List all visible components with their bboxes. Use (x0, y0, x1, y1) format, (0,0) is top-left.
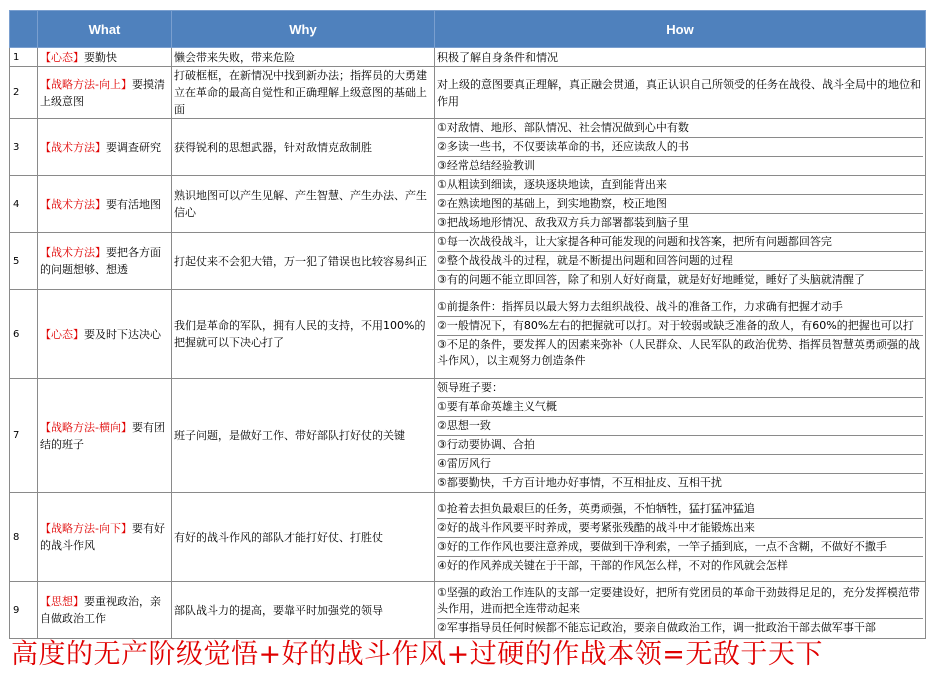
how-item: 领导班子要： (437, 379, 923, 398)
table-row (10, 290, 926, 379)
how-item: ②好的战斗作风要平时养成，要考紧张残酷的战斗中才能锻炼出来 (437, 519, 923, 538)
what-text: 要摸清上级意图 (40, 77, 165, 108)
how-item: ①要有革命英雄主义气概 (437, 398, 923, 417)
how-cell (435, 67, 926, 119)
why-cell: 有好的战斗作风的部队才能打好仗、打胜仗 (172, 493, 435, 582)
how-item: ③经常总结经验教训 (437, 159, 535, 172)
how-item: ③把战场地形情况、敌我双方兵力部署都装到脑子里 (437, 216, 689, 229)
how-item: ①对敌情、地形、部队情况、社会情况做到心中有数 (437, 119, 923, 138)
what-cell (38, 176, 172, 233)
table-row (10, 233, 926, 290)
what-text: 要勤快 (84, 50, 117, 64)
how-item: ①坚强的政治工作连队的支部一定要建设好，把所有党团员的革命干劲鼓得足足的，充分发挥模范带头作用，进而把全连带动起来 (437, 584, 923, 619)
what-cell (38, 48, 172, 67)
summary-formula: 高度的无产阶级觉悟+好的战斗作风+过硬的作战本领=无敌于天下 (11, 639, 823, 670)
row-number: 1 (10, 48, 38, 67)
how-item: ①前提条件：指挥员以最大努力去组织战役、战斗的准备工作，力求确有把握才动手 (437, 298, 923, 317)
principles-table-wrapper (9, 10, 925, 639)
what-text: 要重视政治，亲自做政治工作 (40, 595, 161, 625)
why-cell: 打起仗来不会犯大错，万一犯了错误也比较容易纠正 (172, 233, 435, 290)
row-number: 5 (10, 233, 38, 290)
what-text: 要及时下达决心 (84, 327, 161, 341)
how-item: 对上级的意图要真正理解，真正融会贯通，真正认识自己所领受的任务在战役、战斗全局中的地位和作用 (437, 77, 921, 108)
why-cell: 懒会带来失败，带来危险 (172, 48, 435, 67)
how-item: ②整个战役战斗的过程，就是不断提出问题和回答问题的过程 (437, 252, 923, 271)
how-item: ③行动要协调、合拍 (437, 436, 923, 455)
row-number: 2 (10, 67, 38, 119)
category-tag: 【心态】 (40, 327, 84, 341)
row-number: 9 (10, 582, 38, 639)
table-row (10, 48, 926, 67)
category-tag: 【战略方法-向下】 (40, 522, 132, 535)
how-item: ②军事指导员任何时候都不能忘记政治，要亲自做政治工作，调一批政治干部去做军事干部 (437, 620, 876, 634)
how-item: ②在熟读地图的基础上，到实地勘察，校正地图 (437, 195, 923, 214)
how-cell (435, 290, 926, 379)
how-item: ④雷厉风行 (437, 455, 923, 474)
how-item: ②一般情况下，有80%左右的把握就可以打。对于较弱或缺乏准备的敌人，有60%的把握也可以打 (437, 317, 923, 336)
how-item: ①抢着去担负最艰巨的任务，英勇顽强，不怕牺牲，猛打猛冲猛追 (437, 500, 923, 519)
how-item: ③有的问题不能立即回答，除了和别人好好商量，就是好好地睡觉，睡好了头脑就清醒了 (437, 273, 865, 286)
what-cell (38, 233, 172, 290)
how-item: ③不足的条件，要发挥人的因素来弥补（人民群众、人民军队的政治优势、指挥员智慧英勇顽强的战斗作风），以主观努力创造条件 (437, 338, 920, 367)
what-text: 要调查研究 (106, 140, 161, 154)
row-number: 6 (10, 290, 38, 379)
how-item: ④好的作风养成关键在于干部，干部的作风怎么样，不对的作风就会怎样 (437, 558, 788, 572)
what-cell (38, 67, 172, 119)
header-how: How (435, 11, 926, 48)
category-tag: 【战术方法】 (40, 197, 106, 211)
what-text: 要把各方面的问题想够、想透 (40, 246, 161, 276)
table-row (10, 67, 926, 119)
table-header-row (10, 11, 926, 48)
category-tag: 【战略方法-横向】 (40, 420, 132, 434)
what-cell (38, 379, 172, 493)
how-cell (435, 176, 926, 233)
why-cell: 我们是革命的军队，拥有人民的支持，不用100%的把握就可以下决心打了 (172, 290, 435, 379)
row-number: 4 (10, 176, 38, 233)
principles-table (9, 10, 926, 639)
how-cell (435, 582, 926, 639)
how-item: ⑤都要勤快，千方百计地办好事情，不互相扯皮、互相干扰 (437, 476, 722, 489)
what-cell (38, 119, 172, 176)
how-item: ③好的工作作风也要注意养成，要做到干净利索，一竿子插到底，一点不含糊，不做好不撒手 (437, 538, 923, 557)
table-row (10, 379, 926, 493)
what-cell (38, 493, 172, 582)
what-text: 要有团结的班子 (40, 420, 165, 451)
what-text: 要有活地图 (106, 197, 161, 211)
header-num (10, 11, 38, 48)
table-row (10, 493, 926, 582)
how-item: ①每一次战役战斗，让大家提各种可能发现的问题和找答案，把所有问题都回答完 (437, 233, 923, 252)
how-cell (435, 493, 926, 582)
how-item: ②多读一些书，不仅要读革命的书，还应读敌人的书 (437, 138, 923, 157)
how-item: 积极了解自身条件和情况 (437, 50, 558, 64)
how-item: ①从粗读到细读，逐块逐块地读，直到能背出来 (437, 176, 923, 195)
header-why: Why (172, 11, 435, 48)
why-cell: 部队战斗力的提高，要靠平时加强党的领导 (172, 582, 435, 639)
how-cell (435, 119, 926, 176)
category-tag: 【思想】 (40, 595, 84, 608)
what-text: 要有好的战斗作风 (40, 522, 165, 552)
table-row (10, 582, 926, 639)
row-number: 3 (10, 119, 38, 176)
category-tag: 【心态】 (40, 50, 84, 64)
how-cell (435, 379, 926, 493)
what-cell (38, 582, 172, 639)
table-row (10, 176, 926, 233)
table-row (10, 119, 926, 176)
how-cell (435, 233, 926, 290)
why-cell: 获得锐利的思想武器，针对敌情克敌制胜 (172, 119, 435, 176)
category-tag: 【战术方法】 (40, 140, 106, 154)
how-cell (435, 48, 926, 67)
row-number: 7 (10, 379, 38, 493)
what-cell (38, 290, 172, 379)
how-item: ②思想一致 (437, 417, 923, 436)
why-cell: 打破框框，在新情况中找到新办法；指挥员的大勇建立在革命的最高自觉性和正确理解上级意图的基础上面 (172, 67, 435, 119)
header-what: What (38, 11, 172, 48)
row-number: 8 (10, 493, 38, 582)
why-cell: 熟识地图可以产生见解、产生智慧、产生办法、产生信心 (172, 176, 435, 233)
why-cell: 班子问题，是做好工作、带好部队打好仗的关键 (172, 379, 435, 493)
table-body (10, 48, 926, 639)
category-tag: 【战术方法】 (40, 246, 106, 259)
category-tag: 【战略方法-向上】 (40, 77, 132, 91)
